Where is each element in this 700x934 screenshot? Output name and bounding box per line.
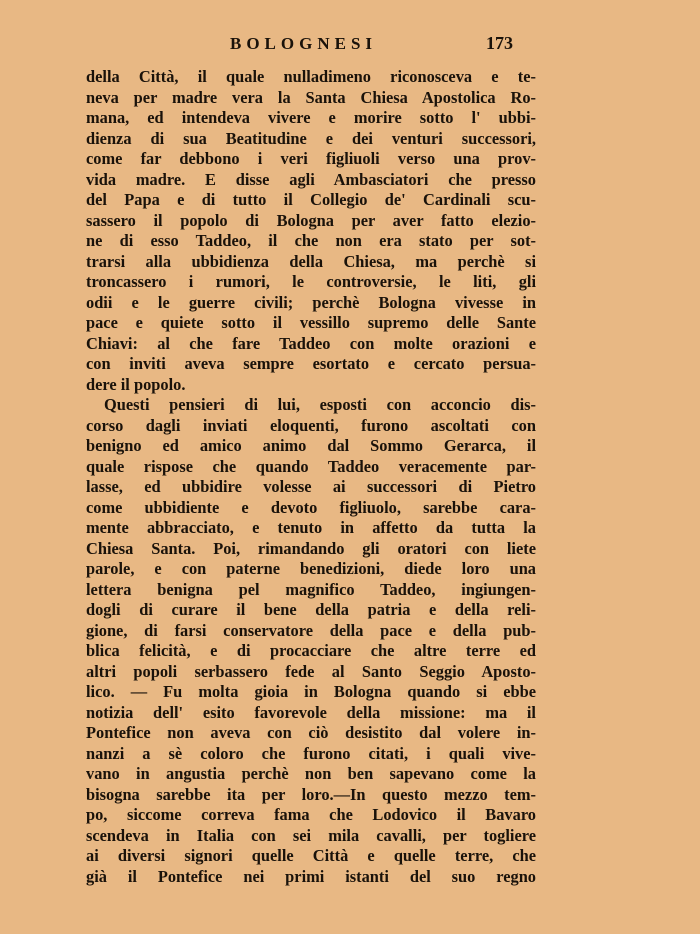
text-line: nanzi a sè coloro che furono citati, i quali vive- [86,743,536,763]
text-line: parole, e con paterne benedizioni, diede loro una [86,559,536,578]
text-line: lasse, ed ubbidire volesse ai successori di Pietro [86,477,536,496]
text-line: neva per madre vera la Santa Chiesa Apostolica Ro- [86,87,536,107]
text-line: vida madre. E disse agli Ambasciatori che presso [86,169,536,189]
text-line: mana, ed intendeva vivere e morire sotto l' ubbi- [86,108,536,127]
text-line: po, siccome correva fama che Lodovico il Bavaro [86,805,536,824]
text-line: del Papa e di tutto il Collegio de' Cardinali scu- [86,190,536,209]
text-line: sassero il popolo di Bologna per aver fatto elezio- [86,210,536,230]
text-line: Questi pensieri di lui, esposti con acconcio dis- [104,395,536,414]
text-line: come far debbono i veri figliuoli verso una prov- [86,149,536,168]
text-line: vano in angustia perchè non ben sapevano come la [86,764,536,783]
text-line: con inviti aveva sempre esortato e cercato persua- [86,354,536,373]
text-line: mente abbracciato, e tenuto in affetto da tutta la [86,518,536,537]
text-line: lico. — Fu molta gioia in Bologna quando si ebbe [86,682,536,701]
text-line: benigno ed amico animo dal Sommo Gerarca, il [86,436,536,455]
text-line: corso dagli inviati eloquenti, furono ascoltati con [86,415,536,435]
text-line: dienza di sua Beatitudine e dei venturi successori, [86,128,536,148]
text-line: lettera benigna pel magnifico Taddeo, ingiungen- [86,579,536,599]
text-line: odii e le guerre civili; perchè Bologna vivesse in [86,292,536,312]
text-line: trarsi alla ubbidienza della Chiesa, ma perchè si [86,251,536,271]
text-line: troncassero i rumori, le controversie, le liti, gli [86,272,536,291]
text-line: bisogna sarebbe ita per loro.—In questo mezzo tem- [86,784,536,804]
text-line: notizia dell' esito favorevole della missione: ma il [86,702,536,722]
text-line: ai diversi signori quelle Città e quelle terre, che [86,846,536,865]
text-line: già il Pontefice nei primi istanti del suo regno [86,866,536,886]
text-line: ne di esso Taddeo, il che non era stato per sot- [86,231,536,250]
body-text [86,67,536,887]
running-title: BOLOGNESI [230,34,378,53]
page-number: 173 [486,33,513,53]
text-line: Chiesa Santa. Poi, rimandando gli oratori con liete [86,538,536,558]
text-line: altri popoli serbassero fede al Santo Seggio Aposto- [86,661,536,681]
text-line: scendeva in Italia con sei mila cavalli, per togliere [86,825,536,845]
text-line: come ubbidiente e devoto figliuolo, sarebbe cara- [86,497,536,517]
text-line: quale rispose che quando Taddeo veracemente par- [86,456,536,476]
page-header [0,34,700,58]
text-line: della Città, il quale nulladimeno riconosceva e te- [86,67,536,86]
text-line: blica felicità, e di procacciare che altre terre ed [86,641,536,660]
text-line: dere il popolo. [86,374,186,394]
text-line: dogli di curare il bene della patria e della reli- [86,600,536,619]
text-line: Chiavi: al che fare Taddeo con molte orazioni e [86,333,536,353]
text-line: pace e quiete sotto il vessillo supremo delle Sante [86,313,536,332]
text-line: Pontefice non aveva con ciò desistito dal volere in- [86,723,536,742]
text-line: gione, di farsi conservatore della pace e della pub- [86,620,536,640]
